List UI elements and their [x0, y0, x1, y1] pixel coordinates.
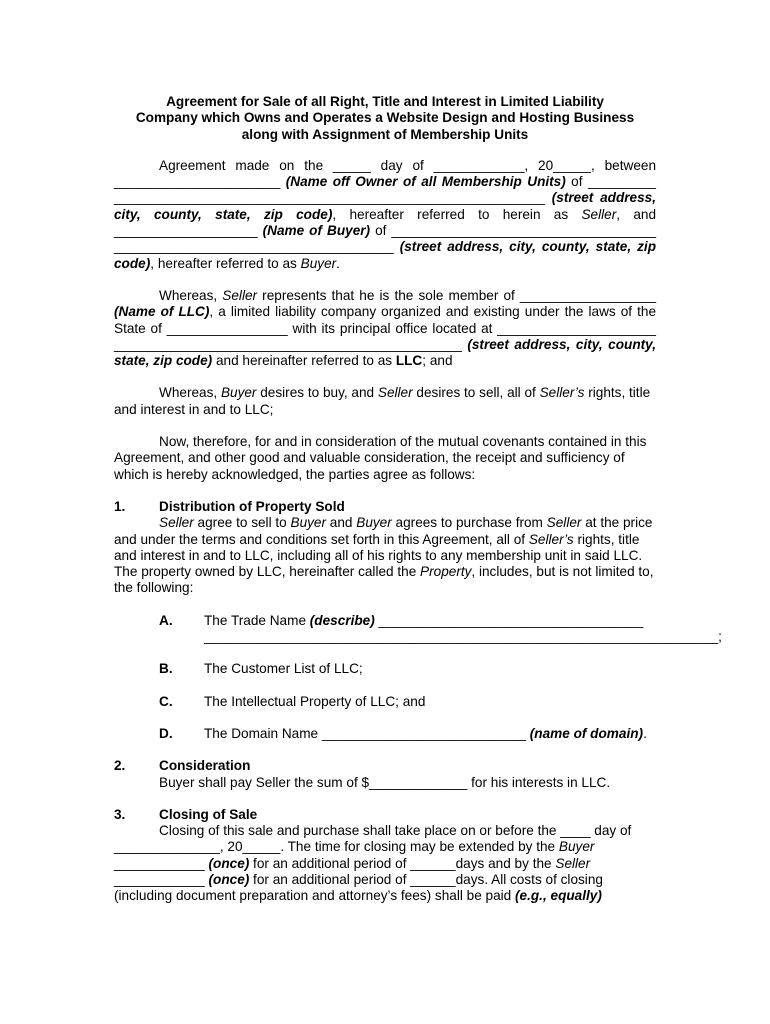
owner-name-blank: ______________________ — [114, 174, 286, 190]
intro-text: Agreement made on the _____ day of ____________, 20_____, between — [159, 157, 656, 173]
property-item-d — [159, 726, 656, 742]
seller-term: Seller — [581, 206, 617, 222]
section-text: , includes, but is not limited to, the following: — [114, 564, 654, 596]
owner-name-label: (Name off Owner of all Membership Units) — [285, 174, 566, 190]
section-1-heading — [114, 499, 656, 515]
buyer-name-label: (Name of Buyer) — [262, 223, 371, 239]
seller-possessive-term: Seller’s — [528, 531, 574, 547]
property-term: Property — [420, 564, 472, 580]
intro-paragraph — [114, 158, 656, 272]
seller-term: Seller — [222, 287, 258, 303]
whereas-paragraph-1 — [114, 288, 656, 369]
llc-address-blank: ______________________________________________ — [114, 336, 468, 352]
item-label: B. — [159, 661, 173, 677]
buyer-name-blank: ___________________ — [114, 223, 263, 239]
document-content — [114, 94, 722, 921]
item-text: The Customer List of LLC; — [204, 661, 363, 677]
section-2-body: Buyer shall pay Seller the sum of $_____________ for his interests in LLC. — [159, 774, 611, 790]
seller-possessive-term: Seller’s — [539, 385, 585, 401]
section-text: at the price and under the terms and conditions set forth in this Agreement, all of — [114, 515, 653, 547]
section-text: and — [326, 515, 357, 531]
trade-name-blank-line-2: ____________________________________________________________________; — [204, 629, 722, 645]
domain-name-label: (name of domain) — [529, 725, 644, 741]
seller-address-label: (street address, city, county, state, zip code) — [114, 190, 656, 222]
whereas-text: rights, title and interest in and to LLC; — [114, 385, 651, 417]
section-title: Closing of Sale — [159, 806, 258, 822]
section-text: rights, title and interest in and to LLC, including all of his rights to any membership unit in said LLC. The property owned by LLC, hereinafter called the — [114, 531, 643, 580]
intro-text: , hereafter referred to as — [150, 255, 301, 271]
section-3-body — [114, 823, 656, 904]
llc-name-label: (Name of LLC) — [114, 304, 210, 320]
intro-text: , and — [616, 206, 657, 222]
title-line-1: Agreement for Sale of all Right, Title and Interest in Limited Liability — [166, 94, 604, 109]
section-text: ____________ — [114, 855, 209, 871]
cost-split-label: (e.g., equally) — [515, 888, 602, 904]
document-title — [114, 94, 656, 143]
item-label: A. — [159, 612, 173, 628]
buyer-term: Buyer — [300, 255, 337, 271]
property-item-b — [159, 661, 656, 677]
section-text: for an additional period of ______days and by the — [249, 855, 556, 871]
title-line-3: along with Assignment of Membership Units — [241, 126, 529, 142]
item-label: D. — [159, 725, 173, 741]
section-number: 3. — [114, 806, 126, 822]
whereas-paragraph-2 — [114, 385, 656, 418]
seller-term: Seller — [546, 515, 582, 531]
whereas-text: desires to buy, and — [256, 385, 378, 401]
whereas-text: Whereas, — [159, 385, 221, 401]
buyer-address-blank: _____________________________________ — [114, 239, 400, 255]
section-text: for an additional period of ______days. All costs of closing (including document preparation and attorney’s fees) shall be paid — [114, 871, 603, 904]
llc-term: LLC — [395, 353, 423, 369]
buyer-term: Buyer — [290, 515, 327, 531]
section-3-heading — [114, 807, 656, 823]
section-text: ____________ — [114, 871, 209, 887]
section-1-body — [114, 515, 656, 596]
seller-term: Seller — [555, 855, 591, 871]
buyer-address-label: (street address, city, county, state, zip code) — [114, 239, 656, 271]
property-item-a — [159, 612, 722, 646]
buyer-term: Buyer — [558, 839, 595, 855]
seller-term: Seller — [159, 515, 194, 531]
whereas-text: and hereinafter referred to as — [212, 353, 396, 369]
intro-text: of _________ — [565, 174, 656, 190]
whereas-text: Whereas, — [159, 287, 223, 303]
llc-address-label: (street address, city, county, state, zip code) — [114, 336, 656, 369]
section-title: Distribution of Property Sold — [159, 498, 345, 514]
section-2-heading — [114, 758, 656, 774]
now-therefore-paragraph: Now, therefore, for and in consideration of the mutual covenants contained in this Agreement, and other good and valuable consideration, the receipt and sufficiency of which is hereby acknowledged, the parties agree as follows: — [114, 434, 647, 482]
section-number: 1. — [114, 498, 126, 514]
domain-name-blank: The Domain Name ___________________________ — [204, 725, 530, 741]
intro-text: , hereafter referred to herein as — [332, 206, 582, 222]
whereas-text: desires to sell, all of — [412, 385, 540, 401]
trade-name-blank: ___________________________________ — [374, 612, 644, 628]
seller-term: Seller — [377, 385, 413, 401]
once-label: (once) — [208, 855, 250, 871]
item-text: . — [643, 725, 647, 741]
section-text: Closing of this sale and purchase shall take place on or before the ____ day of ______________, 20_____. The time for closing may be extended by the — [114, 823, 632, 855]
whereas-text: ; and — [422, 353, 453, 369]
section-text: agree to sell to — [193, 515, 291, 531]
intro-text: . — [336, 255, 340, 271]
buyer-term: Buyer — [356, 515, 392, 531]
whereas-text: , a limited liability company organized and existing under the laws of the State of ________________ with its principal office located at _____________________ — [114, 304, 657, 336]
section-text: agrees to purchase from — [391, 515, 547, 531]
property-item-c — [159, 694, 656, 710]
intro-text: of ___________________________________ — [370, 223, 657, 239]
buyer-term: Buyer — [220, 385, 257, 401]
item-text: The Trade Name — [204, 612, 310, 628]
item-label: C. — [159, 693, 173, 709]
title-line-2: Company which Owns and Operates a Website Design and Hosting Business — [135, 110, 635, 126]
whereas-text: represents that he is the sole member of __________________ — [257, 287, 657, 303]
trade-name-label: (describe) — [309, 612, 375, 628]
section-number: 2. — [114, 758, 126, 774]
item-text: The Intellectual Property of LLC; and — [204, 693, 426, 709]
seller-address-blank: _________________________________________________________ — [114, 190, 552, 206]
section-title: Consideration — [159, 758, 251, 774]
once-label: (once) — [208, 871, 250, 887]
